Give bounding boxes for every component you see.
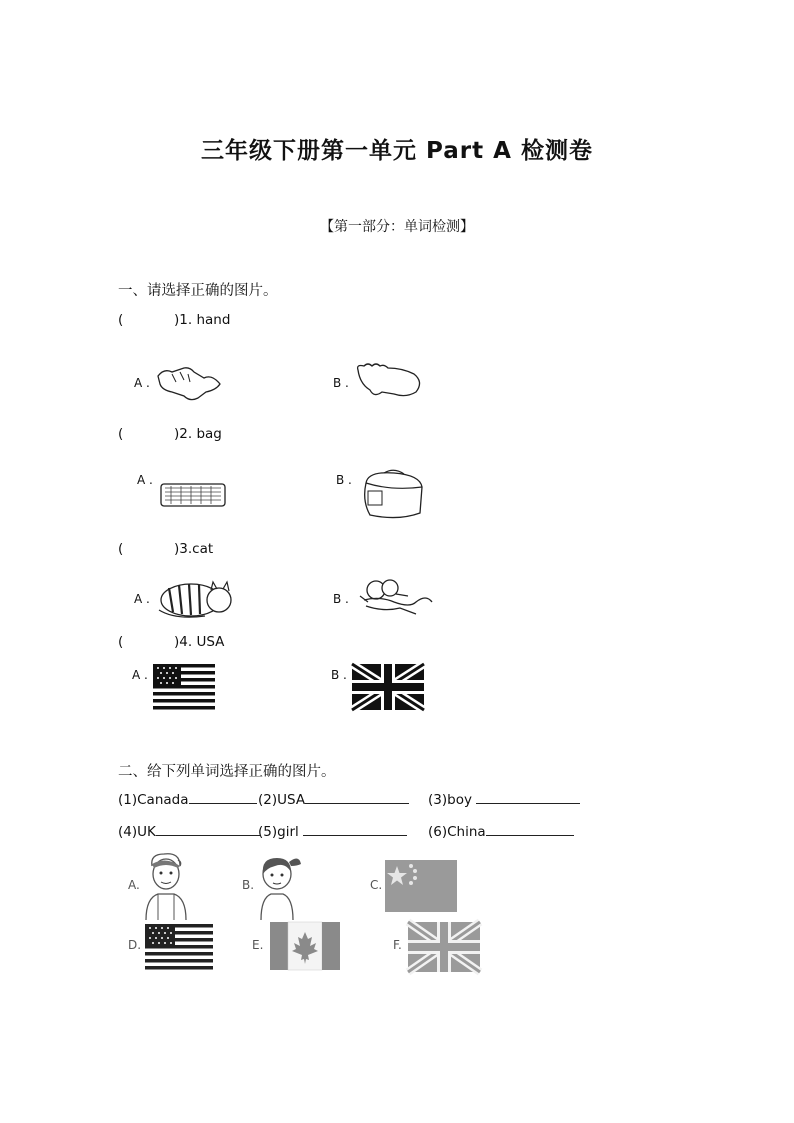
girl-icon bbox=[255, 852, 305, 920]
canada-flag-icon bbox=[270, 922, 340, 970]
word-item-girl: (5)girl bbox=[258, 822, 407, 840]
option-b-label: B. bbox=[242, 878, 255, 892]
answer-blank[interactable] bbox=[486, 822, 574, 836]
section2-row-2 bbox=[118, 822, 588, 842]
boy-icon bbox=[142, 852, 190, 920]
section1-heading: 一、请选择正确的图片。 bbox=[118, 283, 278, 299]
answer-blank[interactable] bbox=[476, 790, 580, 804]
q2-option-b-label: B . bbox=[336, 473, 352, 487]
usa-flag-icon bbox=[145, 924, 213, 970]
word-item-china: (6)China bbox=[428, 822, 574, 840]
q3-option-b-label: B . bbox=[333, 592, 349, 606]
word-item-boy: (3)boy bbox=[428, 790, 580, 808]
answer-blank[interactable] bbox=[156, 822, 260, 836]
part-subtitle: 【第一部分：单词检测】 bbox=[320, 219, 474, 235]
pencil-box-icon bbox=[159, 480, 227, 510]
uk-flag-icon bbox=[352, 664, 424, 710]
question-4: ( )4. USA bbox=[118, 634, 225, 650]
option-d-label: D. bbox=[128, 938, 142, 952]
option-c-label: C. bbox=[370, 878, 383, 892]
monkey-icon bbox=[356, 576, 434, 618]
question-2: ( )2. bag bbox=[118, 426, 222, 442]
question-1: ( )1. hand bbox=[118, 312, 231, 328]
q3-option-a-label: A . bbox=[134, 592, 150, 606]
china-flag-icon bbox=[385, 860, 457, 912]
word-item-usa: (2)USA bbox=[258, 790, 409, 808]
q2-option-a-label: A . bbox=[137, 473, 153, 487]
word-item-canada: (1)Canada bbox=[118, 790, 257, 808]
school-bag-icon bbox=[358, 469, 426, 521]
q1-option-b-label: B . bbox=[333, 376, 349, 390]
q4-option-a-label: A . bbox=[132, 668, 148, 682]
option-f-label: F. bbox=[393, 938, 402, 952]
question-3: ( )3.cat bbox=[118, 541, 214, 557]
usa-flag-icon bbox=[153, 664, 215, 710]
option-e-label: E. bbox=[252, 938, 264, 952]
answer-blank[interactable] bbox=[303, 822, 407, 836]
sleeping-cat-icon bbox=[155, 574, 237, 620]
q1-option-a-label: A . bbox=[134, 376, 150, 390]
foot-icon bbox=[354, 362, 424, 404]
word-item-uk: (4)UK bbox=[118, 822, 260, 840]
answer-blank[interactable] bbox=[305, 790, 409, 804]
section2-heading: 二、给下列单词选择正确的图片。 bbox=[118, 764, 336, 780]
option-a-label: A. bbox=[128, 878, 140, 892]
section2-row-1 bbox=[118, 790, 588, 810]
uk-flag-icon bbox=[408, 922, 480, 972]
answer-blank[interactable] bbox=[189, 790, 257, 804]
page-title: 三年级下册第一单元 Part A 检测卷 bbox=[201, 138, 593, 164]
hand-icon bbox=[154, 362, 226, 404]
q4-option-b-label: B . bbox=[331, 668, 347, 682]
